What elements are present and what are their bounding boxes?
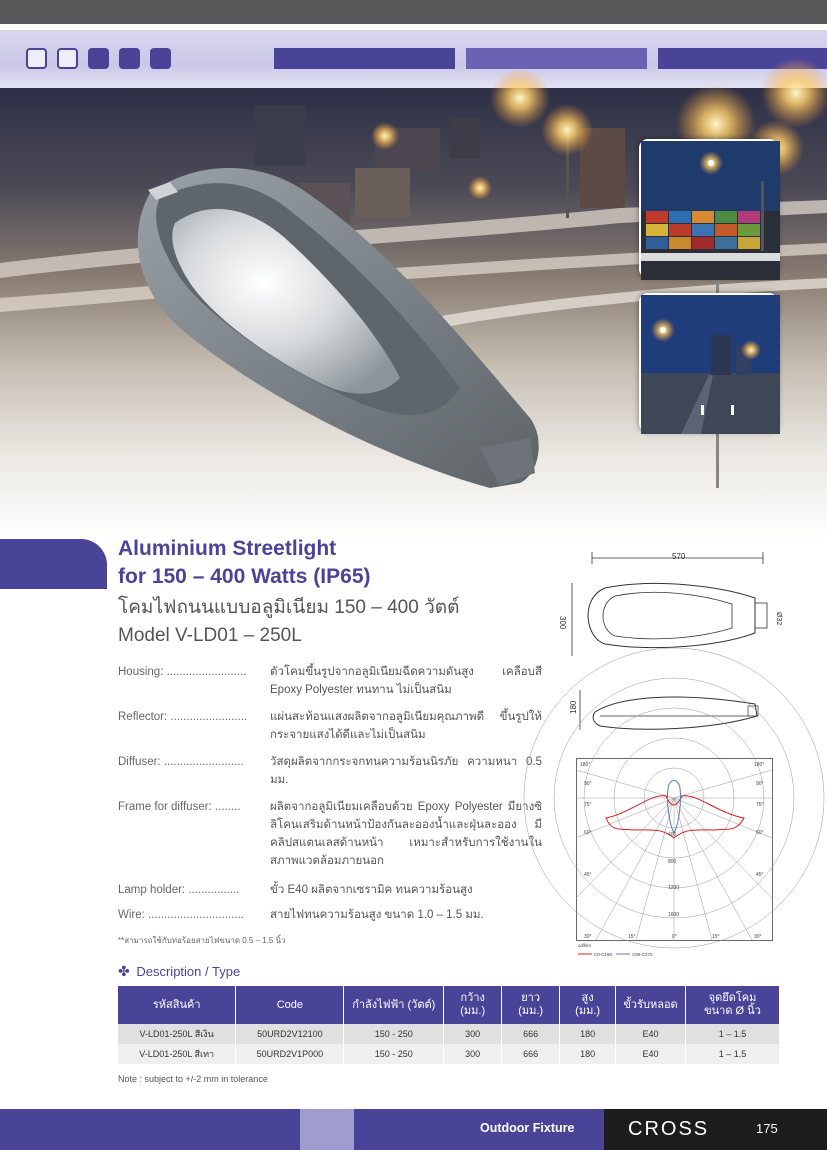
table-cell: 666 [502, 1024, 560, 1044]
spec-housing [118, 663, 543, 699]
polar-value: 1200 [668, 885, 680, 891]
polar-value: 1600 [668, 912, 680, 918]
spec-value: ตัวโคมขึ้นรูปจากอลูมิเนียมฉีดความดันสูง เคลือบสี Epoxy Polyester ทนทาน ไม่เป็นสนิม [270, 666, 542, 696]
top-view-drawing [560, 548, 790, 660]
brand-logo: CROSS [628, 1118, 710, 1140]
table-cell: E40 [616, 1044, 686, 1064]
photometric-diagram [576, 758, 776, 958]
spec-footnote: **สามารถใช้กับท่อร้อยสายไฟขนาด 0.5 – 1.5 นิ้ว [118, 936, 286, 945]
spec-diffuser [118, 753, 543, 789]
spec-value: สายไฟทนความร้อนสูง ขนาด 1.0 – 1.5 มม. [270, 909, 484, 921]
diamond-bullet-icon: ✤ [118, 963, 130, 979]
footer-band-left [0, 1109, 300, 1150]
table-cell: 50URD2V1P000 [236, 1044, 344, 1064]
model-number: Model V-LD01 – 250L [118, 625, 302, 646]
legend-item: C0-C180 [594, 952, 613, 957]
col-header: สูง (มม.) [560, 986, 616, 1024]
page-number: 175 [756, 1121, 778, 1136]
header-bar-2 [466, 48, 647, 69]
polar-label: 75° [584, 802, 592, 808]
polar-label: 90° [756, 781, 764, 787]
polar-label: 45° [584, 872, 592, 878]
hero-photo [0, 88, 827, 540]
spec-label: Lamp holder: ................ [118, 884, 240, 896]
polar-label: 30° [754, 934, 762, 940]
section-tab [0, 539, 107, 589]
header-square-5 [150, 48, 171, 69]
polar-label: 45° [756, 872, 764, 878]
dim-length: 570 [672, 552, 686, 561]
table-cell: 1 – 1.5 [686, 1044, 780, 1064]
spec-value: แผ่นสะท้อนแสงผลิตจากอลูมิเนียมคุณภาพดี ขึ้นรูปให้กระจายแสงได้ดีและไม่เป็นสนิม [270, 711, 542, 741]
polar-label: 75° [756, 802, 764, 808]
spec-label: Frame for diffuser: ........ [118, 801, 241, 813]
highway-night-thumbnail [639, 293, 778, 432]
spec-wire [118, 906, 543, 924]
table-cell: 300 [444, 1024, 502, 1044]
dim-pipe: Ø32 [775, 612, 782, 626]
table-cell: 150 - 250 [344, 1044, 444, 1064]
col-header: รหัสสินค้า [118, 986, 236, 1024]
header-square-1 [26, 48, 47, 69]
spec-label: Reflector: ........................ [118, 711, 248, 723]
header-bar-1 [274, 48, 455, 69]
dim-width: 300 [558, 616, 567, 630]
table-cell: 50URD2V12100 [236, 1024, 344, 1044]
table-cell: 666 [502, 1044, 560, 1064]
spec-frame [118, 798, 543, 870]
top-bar [0, 0, 827, 24]
polar-label: 60° [756, 830, 764, 836]
description-heading-text: Description / Type [136, 964, 241, 979]
product-wattage-title: for 150 – 400 Watts (IP65) [118, 565, 371, 588]
spec-label: Diffuser: ......................... [118, 756, 244, 768]
spec-value: ผลิตจากอลูมิเนียมเคลือบด้วย Epoxy Polyester มียางซิลิโคนเสริมด้านหน้าป้องกันละอองน้ำและฝุ่นละออง มีคลิปสแตนเลสด้านหน้า เหมาะสำหรับการใช้งานในสภาพแวดล้อมภายนอก [270, 801, 542, 867]
col-header: จุดยึดโคม ขนาด Ø นิ้ว [686, 986, 780, 1024]
table-cell: E40 [616, 1024, 686, 1044]
spec-lamp-holder [118, 881, 543, 899]
dim-height: 180 [569, 700, 578, 714]
spec-value: ขั้ว E40 ผลิตจากเซรามิค ทนความร้อนสูง [270, 884, 473, 896]
polar-label: 15° [712, 934, 720, 940]
footer-category: Outdoor Fixture [480, 1121, 575, 1135]
product-table [118, 986, 780, 1064]
footer-band-mid [300, 1109, 354, 1150]
polar-label: 60° [584, 830, 592, 836]
polar-label: 15° [628, 934, 636, 940]
product-title-en: Aluminium Streetlight [118, 537, 337, 560]
table-cell: 300 [444, 1044, 502, 1064]
tolerance-note: Note : subject to +/-2 mm in tolerance [118, 1074, 268, 1084]
col-header: ยาว (มม.) [502, 986, 560, 1024]
container-port-thumbnail [639, 139, 778, 278]
header-square-4 [119, 48, 140, 69]
legend-title: cd/klm [578, 943, 592, 948]
polar-label: 30° [584, 934, 592, 940]
polar-label: 180° [580, 762, 591, 768]
table-cell: 180 [560, 1024, 616, 1044]
col-header: ขั้วรับหลอด [616, 986, 686, 1024]
col-header: Code [236, 986, 344, 1024]
header-square-2 [57, 48, 78, 69]
polar-label: 90° [584, 781, 592, 787]
spec-reflector [118, 708, 543, 744]
table-cell: 180 [560, 1044, 616, 1064]
table-cell: V-LD01-250L สีเงิน [118, 1024, 236, 1044]
col-header: กว้าง (มม.) [444, 986, 502, 1024]
table-cell: V-LD01-250L สีเทา [118, 1044, 236, 1064]
description-heading [118, 963, 240, 980]
legend-item: C90-C270 [632, 952, 653, 957]
table-header-row [118, 986, 780, 1024]
col-header: กำลังไฟฟ้า (วัตต์) [344, 986, 444, 1024]
spec-value: วัสดุผลิตจากกระจกทนความร้อนนิรภัย ความหนา 0.5 มม. [270, 756, 542, 786]
polar-label: 180° [754, 762, 765, 768]
polar-label: 0° [672, 934, 677, 940]
table-row [118, 1044, 780, 1064]
header-square-3 [88, 48, 109, 69]
table-cell: 150 - 250 [344, 1024, 444, 1044]
product-title-th: โคมไฟถนนแบบอลูมิเนียม 150 – 400 วัตต์ [118, 597, 460, 618]
spec-label: Housing: ......................... [118, 666, 247, 678]
polar-value: 400 [668, 832, 677, 838]
polar-value: 800 [668, 859, 677, 865]
table-row [118, 1024, 780, 1044]
spec-label: Wire: .............................. [118, 909, 244, 921]
table-cell: 1 – 1.5 [686, 1024, 780, 1044]
